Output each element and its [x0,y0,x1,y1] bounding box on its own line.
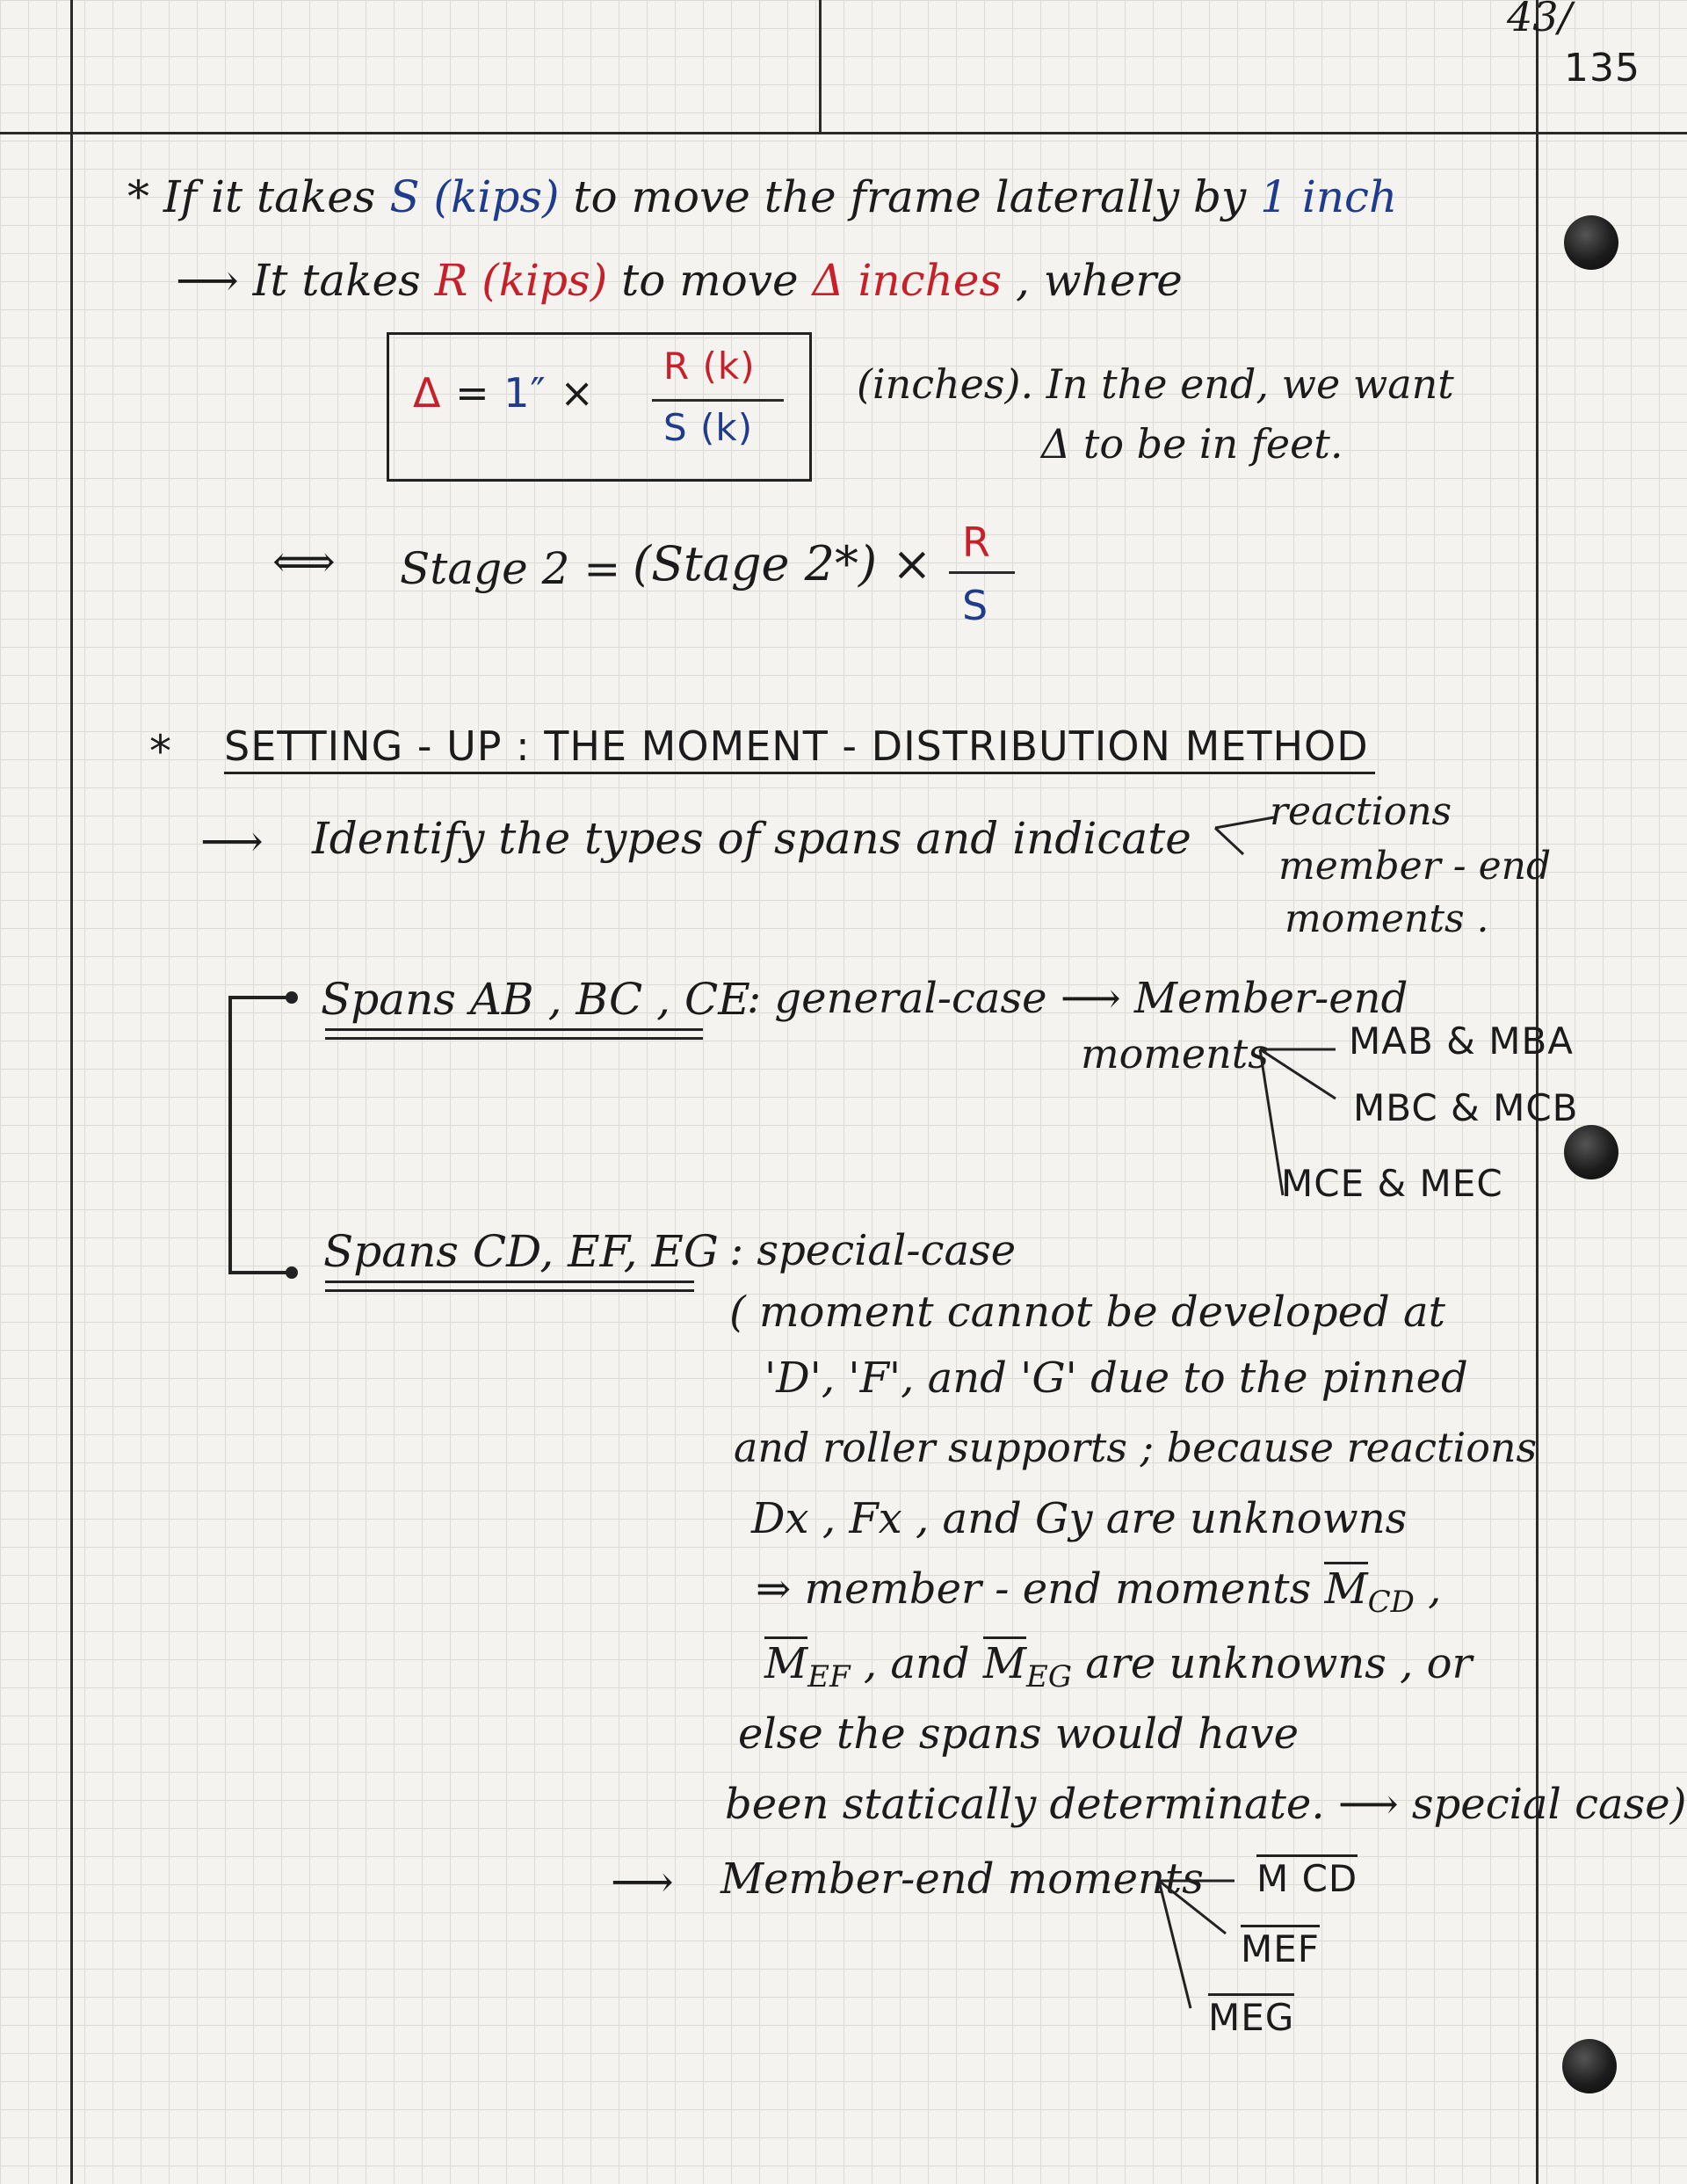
special-line-4: Dx , Fx , and Gy are unknowns [751,1494,1408,1543]
moment-bc-cb: MBC & MCB [1353,1086,1579,1129]
r-kips: R (kips) [434,255,608,306]
sub: CD [1367,1585,1415,1620]
text: , and [863,1639,970,1688]
text: are unknowns , or [1085,1639,1473,1688]
one-inch-value: 1″ [503,369,547,417]
text: to move [621,255,799,306]
general-case-text: : general-case ⟶ Member-end [747,974,1408,1023]
sub: EG [1026,1659,1073,1694]
identify-text: Identify the types of spans and indicate [312,813,1191,864]
special-case-text: : special-case [729,1226,1017,1275]
moment-bar-ef: MEF [1241,1925,1320,1970]
spans-special: Spans CD, EF, EG [323,1226,719,1277]
stage-2-lhs: Stage 2 = [400,543,621,594]
text: ⇒ member - end moments [756,1564,1312,1614]
delta-symbol: Δ [413,369,442,417]
note-line-2 [176,255,1183,306]
text: It takes [252,255,421,306]
final-member-end: Member-end moments [720,1854,1204,1904]
special-line-5 [756,1564,1441,1620]
heading-underline [224,772,1375,774]
moment-ab-ba: MAB & MBA [1349,1019,1575,1063]
formula-note-1: (inches). In the end, we want [857,360,1454,408]
moment-bar-cd: M CD [1256,1854,1358,1900]
header-divider [819,0,822,132]
binder-hole-top [1564,215,1618,270]
general-moments-label: moments [1081,1030,1269,1077]
stage-fraction-bar [949,571,1015,574]
formula-note-2: Δ to be in feet. [1041,420,1343,468]
moment-bar-eg: MEG [1208,1993,1294,2039]
stage-ratio-denominator: S [962,582,989,629]
special-line-6 [764,1639,1473,1694]
formula-lhs [413,369,595,417]
moment-ce-ec: MCE & MEC [1281,1162,1503,1205]
special-line-7: else the spans would have [738,1709,1299,1759]
spans-general-underline-2 [325,1037,703,1040]
page-total: 135 [1564,46,1640,91]
member-end-label: member - end [1278,844,1552,889]
s-kips: S (kips) [389,171,560,222]
fraction-bar [652,399,784,402]
binder-hole-middle [1564,1125,1618,1179]
formula-numerator: R (k) [663,345,756,388]
stage-ratio-numerator: R [962,519,991,566]
m-bar: M [983,1636,1026,1688]
equiv-symbol: ⟺ [272,536,336,587]
text: , [1428,1564,1442,1614]
sub: EF [807,1659,851,1694]
spans-general: Spans AB , BC , CE [321,974,750,1025]
span-bracket [220,984,299,1283]
stage-2-rhs: (Stage 2*) × [633,536,932,591]
text: to move the frame laterally by [573,171,1247,222]
spans-special-underline-1 [325,1281,694,1283]
m-bar: M [1324,1562,1367,1614]
special-line-1: ( moment cannot be developed at [729,1288,1445,1337]
special-line-8: been statically determinate. ⟶ special case) [725,1780,1687,1829]
special-line-2: 'D', 'F', and 'G' due to the pinned [764,1353,1468,1403]
m-bar: M [764,1636,807,1688]
delta-inches: Δ inches [812,255,1003,306]
one-inch: 1 inch [1260,171,1398,222]
final-arrow-icon: ⟶ [611,1856,674,1907]
equals: = [455,369,504,417]
page-number: 43/ [1507,0,1573,40]
identify-branch-arrows [1208,809,1278,861]
spans-general-underline-1 [325,1028,703,1031]
top-margin-line [0,132,1687,134]
spans-special-underline-2 [325,1289,694,1292]
formula-denominator: S (k) [663,406,754,449]
binder-hole-bottom [1562,2039,1617,2093]
special-line-3: and roller supports ; because reactions [734,1424,1538,1471]
reactions-label: reactions [1270,789,1452,834]
left-margin-line [70,0,73,2184]
identify-arrow-icon: ⟶ [200,816,264,867]
text: * If it takes [127,171,376,222]
section-star: * [149,726,172,777]
times: × [560,369,595,417]
moments-label: moments . [1285,896,1489,941]
text: , where [1016,255,1183,306]
section-heading: SETTING - UP : THE MOMENT - DISTRIBUTION METHOD [224,722,1369,770]
arrow-icon: ⟶ [176,255,239,306]
note-line-1 [127,171,1397,222]
